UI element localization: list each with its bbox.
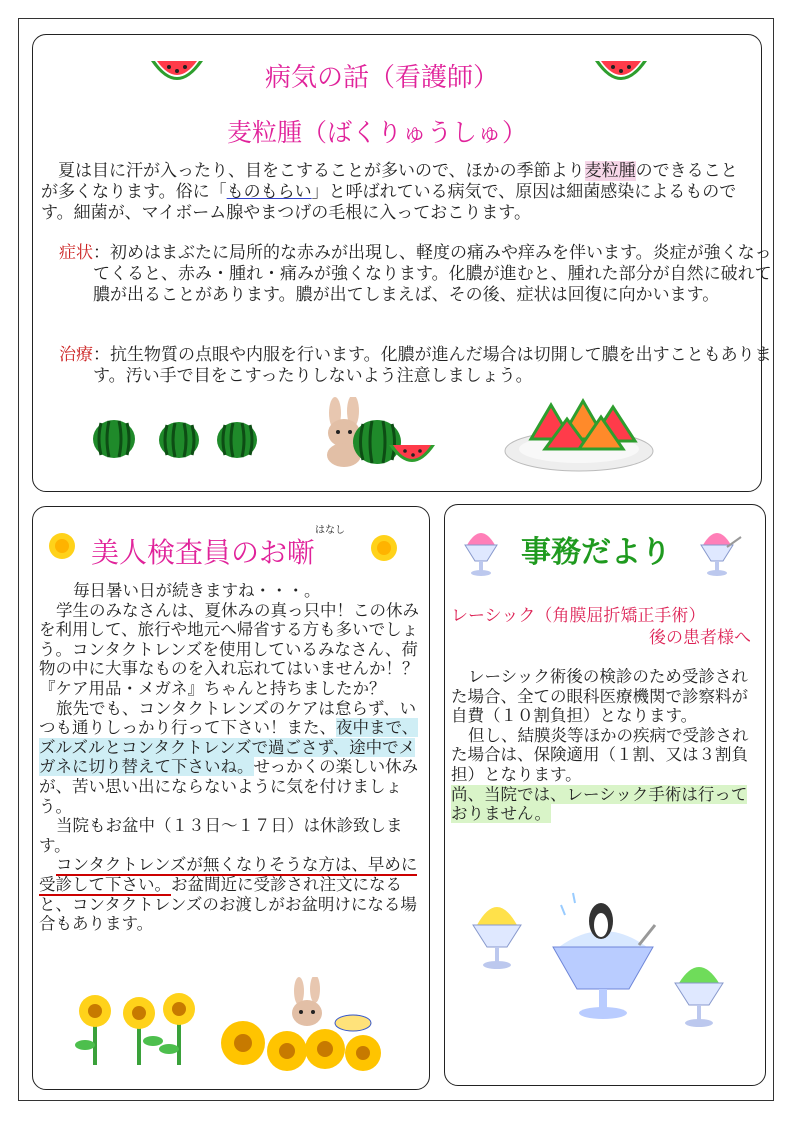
shaved-ice-icon [697, 523, 743, 579]
watermelon-slice-icon [147, 51, 207, 91]
column-p1: 毎日暑い日が続きますね・・・。 [73, 581, 321, 600]
inspector-column-box [32, 506, 430, 1090]
notice-line-1: レーシック（角膜屈折矯正手術） [451, 606, 706, 626]
office-news-body [451, 667, 759, 824]
office-p2: 但し、結膜炎等ほかの疾病で受診された場合は、保険適用（１割、又は３割負担）となります。 [451, 725, 749, 784]
column-p5 [39, 855, 423, 933]
treatment-paragraph [59, 345, 787, 387]
office-news-title: 事務だより [521, 535, 671, 570]
underlined-warning: コンタクトレンズが無くなりそうな方は、早めに受診して下さい。 [39, 855, 418, 894]
symptom-text: ：初めはまぶたに局所的な赤みが出現し、軽度の痛みや痒みを伴います。炎症が強くなってくると、赤み・腫れ・痛みが強くなります。化膿が進むと、腫れた部分が自然に破れて膿が出ることがあります。膿が出てしまえば、その後、症状は回復に向かいます。 [93, 243, 772, 305]
column-p5-text: お盆間近に受診され注文になると、コンタクトレンズのお渡しがお盆明けになる場合もあります。 [39, 874, 417, 934]
column-body [39, 581, 423, 934]
column-p2: 学生のみなさんは、夏休みの真っ只中！この休みを利用して、旅行や地元へ帰省する方も多いでしょう。コンタクトレンズを使用しているみなさん、荷物の中に大事なものを入れ忘れてはいませんか！？『ケア用品・メガネ』ちゃんと持ちましたか？ [39, 600, 419, 698]
whole-watermelon-icon [215, 419, 259, 461]
office-p1: レーシック術後の検診のため受診された場合、全ての眼科医療機関で診察料が自費（１０割負担）となります。 [451, 667, 748, 726]
whole-watermelon-icon [157, 419, 201, 461]
article-subtitle: 麦粒腫（ばくりゅうしゅ） [227, 118, 528, 147]
rabbit-sunflower-icon [215, 977, 385, 1077]
article-title: 病気の話（看護師） [265, 63, 500, 93]
shaved-ice-icon [469, 885, 525, 975]
column-title: 美人検査員のお噺 [91, 536, 316, 569]
sun-icon [369, 533, 399, 563]
ruby-text: はなし [315, 525, 345, 536]
sun-icon [47, 531, 77, 561]
article-intro [41, 161, 753, 224]
office-p3 [451, 785, 759, 824]
sunflower-icon [73, 989, 203, 1069]
highlight-notice: 尚、当院では、レーシック手術は行っておりません。 [451, 784, 748, 824]
shaved-ice-icon [671, 949, 731, 1033]
symptom-label: 症状 [59, 243, 93, 263]
disease-article-box [32, 34, 772, 492]
column-p3-text: 旅先でも、コンタクトレンズのケアは怠らず、いつも通りしっかり行って下さい！また、 [39, 698, 417, 738]
watermelon-slice-icon [387, 439, 437, 471]
intro-text: ので [635, 161, 670, 181]
notice-line-2: 後の患者様へ [649, 628, 751, 648]
intro-text: きることが多くなります。俗に「 [41, 161, 738, 202]
underlined-term: ものもらい [226, 182, 312, 202]
intro-text: 夏は目に汗が入ったり、目をこすることが多いので、ほかの季節より [58, 161, 585, 181]
column-p4: 当院もお盆中（１３日～１７日）は休診致します。 [39, 816, 403, 855]
watermelon-slice-icon [591, 51, 651, 91]
column-p3 [39, 699, 423, 817]
office-news-box [444, 504, 766, 1086]
watermelon-plate-icon [501, 395, 657, 475]
treatment-text: ：抗生物質の点眼や内服を行います。化膿が進んだ場合は切開して膿を出すこともあります。汚い手で目をこすったりしないよう注意しましょう。 [93, 345, 772, 386]
symptom-paragraph [59, 243, 787, 306]
penguin-shaved-ice-icon [543, 885, 665, 1035]
column-p3-text: せっかくの楽しい休みが、苦い思い出にならないように気を付けましょう。 [39, 757, 419, 816]
highlight-term: 麦粒腫 [584, 161, 636, 181]
highlight-text: 夜中まで、ズルズルとコンタクトレンズで過ごさず、途中でメガネに切り替えて下さいね。 [39, 718, 419, 777]
whole-watermelon-icon [91, 417, 137, 461]
shaved-ice-icon [461, 523, 501, 579]
treatment-label: 治療 [59, 345, 93, 365]
intro-text: 」と呼ばれている病気で、原因は細菌感染によるものです。細菌が、マイボーム腺やまつげの毛根に入っておこります。 [41, 182, 737, 223]
